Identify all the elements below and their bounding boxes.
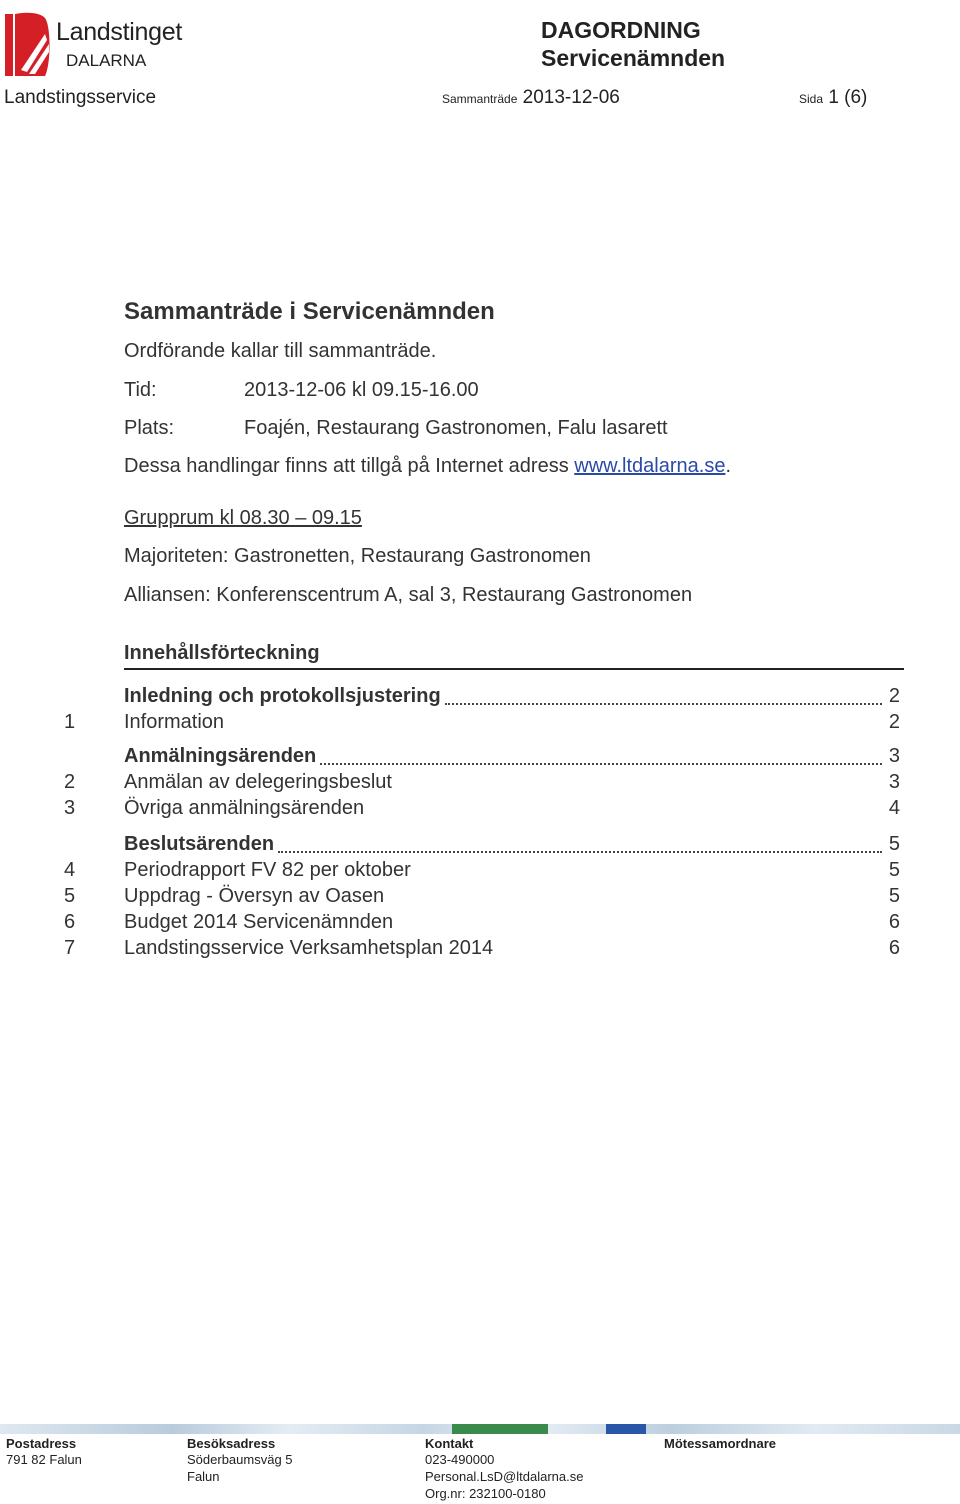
toc-item-title: Inledning och protokollsjustering [124, 685, 441, 707]
date-label: Sammanträde [442, 92, 518, 106]
contact-heading: Kontakt [425, 1436, 474, 1451]
toc-item-number: 4 [64, 859, 76, 881]
toc-item[interactable] [0, 885, 960, 911]
toc-item-page: 3 [888, 771, 900, 793]
page-value: 1 (6) [828, 87, 868, 108]
toc-item[interactable] [0, 859, 960, 885]
visit-street: Söderbaumsväg 5 [187, 1452, 293, 1467]
postal-heading: Postadress [6, 1436, 77, 1451]
toc-item-title: Budget 2014 Servicenämnden [124, 911, 394, 933]
alliance-room: Alliansen: Konferenscentrum A, sal 3, Restaurang Gastronomen [124, 584, 693, 606]
toc-item-page: 6 [888, 937, 900, 959]
toc-heading: Innehållsförteckning [124, 642, 320, 664]
toc-item[interactable] [0, 911, 960, 937]
time-label: Tid: [124, 379, 157, 401]
meeting-coordinator-heading: Mötessamordnare [664, 1436, 776, 1451]
call-text: Ordförande kallar till sammanträde. [124, 340, 437, 362]
postal-address: 791 82 Falun [6, 1452, 82, 1467]
place-value: Foajén, Restaurang Gastronomen, Falu lasarett [244, 417, 668, 439]
visit-city: Falun [187, 1469, 220, 1484]
toc-item[interactable] [0, 711, 960, 737]
footer-band-accent-green [452, 1424, 548, 1434]
landstinget-logo-icon [5, 10, 51, 76]
toc-item-title: Periodrapport FV 82 per oktober [124, 859, 411, 881]
toc-item-page: 3 [888, 745, 900, 767]
toc-item[interactable] [0, 797, 960, 823]
toc-item-page: 5 [888, 859, 900, 881]
toc-leader-dots [320, 763, 882, 765]
toc-item-page: 4 [888, 797, 900, 819]
toc-item-page: 6 [888, 911, 900, 933]
footer-band-accent-blue [606, 1424, 646, 1434]
toc-section[interactable] [0, 685, 960, 711]
visit-heading: Besöksadress [187, 1436, 276, 1451]
majority-room: Majoriteten: Gastronetten, Restaurang Gastronomen [124, 545, 591, 567]
website-link[interactable]: www.ltdalarna.se [574, 455, 726, 477]
toc-item-page: 5 [888, 885, 900, 907]
group-room-heading: Grupprum kl 08.30 – 09.15 [124, 507, 362, 529]
toc-item-number: 3 [64, 797, 76, 819]
toc-item-page: 5 [888, 833, 900, 855]
logo-name: Landstinget [56, 18, 182, 46]
toc-item[interactable] [0, 771, 960, 797]
toc-leader-dots [278, 851, 882, 853]
document-type: DAGORDNING [541, 17, 701, 43]
toc-item-page: 2 [888, 685, 900, 707]
logo-subtitle: DALARNA [66, 51, 147, 70]
toc-item[interactable] [0, 937, 960, 963]
contact-phone: 023-490000 [425, 1452, 495, 1467]
toc-divider [124, 668, 904, 670]
place-label: Plats: [124, 417, 175, 439]
committee-name: Servicenämnden [541, 45, 726, 71]
documents-end: . [725, 455, 732, 477]
documents-text: Dessa handlingar finns att tillgå på Internet adress [124, 455, 575, 477]
toc-section[interactable] [0, 833, 960, 859]
toc-item-title: Uppdrag - Översyn av Oasen [124, 885, 385, 907]
toc-item-title: Beslutsärenden [124, 833, 275, 855]
toc-item-page: 2 [888, 711, 900, 733]
toc-item-title: Anmälan av delegeringsbeslut [124, 771, 392, 793]
toc-item-number: 6 [64, 911, 76, 933]
toc-section[interactable] [0, 745, 960, 771]
time-value: 2013-12-06 kl 09.15-16.00 [244, 379, 479, 401]
toc-item-number: 7 [64, 937, 76, 959]
page-label: Sida [799, 92, 824, 106]
toc-item-title: Anmälningsärenden [124, 745, 317, 767]
organization-name: Landstingsservice [4, 87, 157, 108]
date-value: 2013-12-06 [522, 87, 620, 108]
page-indicator [799, 87, 867, 109]
toc-item-number: 1 [64, 711, 76, 733]
toc-item-number: 2 [64, 771, 76, 793]
contact-org-number: Org.nr: 232100-0180 [425, 1486, 546, 1501]
meeting-title: Sammanträde i Servicenämnden [124, 298, 495, 325]
contact-email[interactable]: Personal.LsD@ltdalarna.se [425, 1469, 584, 1484]
toc-item-number: 5 [64, 885, 76, 907]
documents-availability [124, 455, 731, 478]
meeting-date [442, 87, 620, 109]
toc-leader-dots [445, 703, 882, 705]
toc-item-title: Information [124, 711, 225, 733]
toc-item-title: Övriga anmälningsärenden [124, 797, 365, 819]
toc-item-title: Landstingsservice Verksamhetsplan 2014 [124, 937, 494, 959]
